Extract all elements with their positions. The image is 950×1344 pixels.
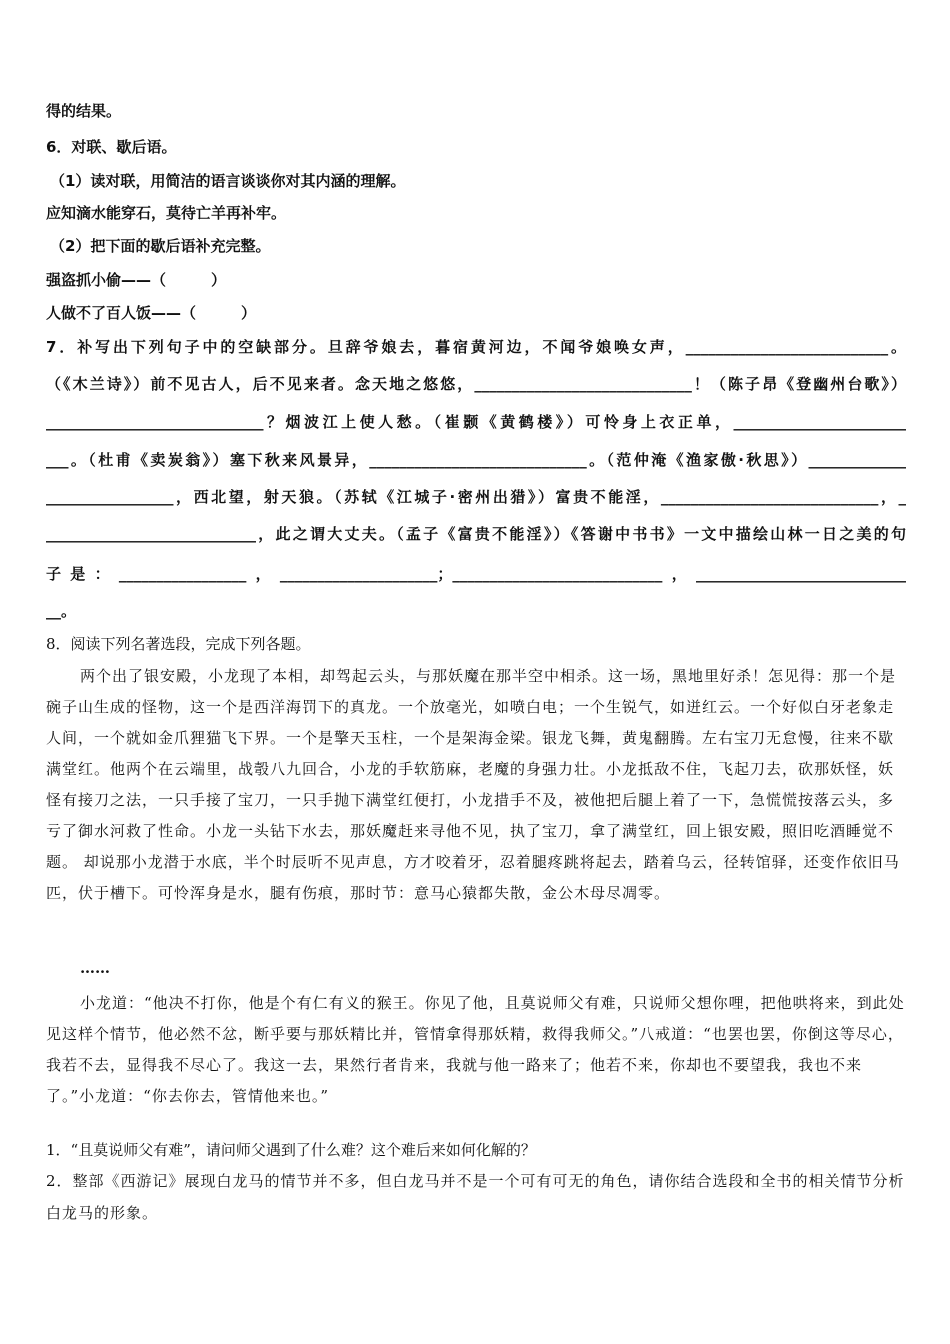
question-8-heading: 8．阅读下列名著选段，完成下列各题。: [46, 635, 311, 653]
question-7-line-4: ___。（杜甫《卖炭翁》）塞下秋来风景异，_____________________________。（范仲淹《渔家傲·秋思》）_____________: [46, 451, 906, 469]
question-7-line-6: ____________________________，此之谓大丈夫。（孟子《富贵不能淫》）《答谢中书书》一文中描绘山林一日之美的句: [46, 525, 906, 543]
question-6-heading: 6．对联、歇后语。: [46, 138, 177, 156]
passage-text: 小龙道：“他决不打你，他是个有仁有义的猴王。你见了他，且莫说师父有难，只说师父想你哩，把他哄将来，到此处见这样个情节，他必然不忿，断乎要与那妖精比并，管情拿得那妖精，救得我师父。”八戒道：“也罢也罢，你倒这等尽心，我若不去，显得我不尽心了。我这一去，果然行者肯来，我就与他一路来了；他若不来，你却也不要望我，我也不来了。”小龙道：“你去你去，管情他来也。”: [46, 994, 905, 1105]
question-7-line-5: _________________，西北望，射天狼。（苏轼《江城子·密州出猎》）富贵不能淫，_____________________________，_: [46, 488, 906, 506]
xiehouyu-2: 人做不了百人饭——（ ）: [46, 304, 257, 322]
question-text: 2．整部《西游记》展现白龙马的情节并不多，但白龙马并不是一个可有可无的角色，请你结合选段和全书的相关情节分析白龙马的形象。: [46, 1172, 905, 1222]
question-7-line-2: （《木兰诗》）前不见古人，后不见来者。念天地之悠悠，_____________________________！（陈子昂《登幽州台歌》）: [46, 375, 906, 393]
passage-ellipsis: ……: [80, 959, 110, 977]
passage-text: 两个出了银安殿，小龙现了本相，却驾起云头，与那妖魔在那半空中相杀。这一场，黑地里好杀！怎见得：那一个是碗子山生成的怪物，这一个是西洋海罚下的真龙。一个放毫光，如喷白电；一个生锐气，如迸红云。一个好似白牙老象走人间，一个就如金爪狸猫飞下界。一个是擎天玉柱，一个是架海金梁。银龙飞舞，黄鬼翻腾。左右宝刀无怠慢，往来不歇满堂红。他两个在云端里，战彀八九回合，小龙的手软筋麻，老魔的身强力壮。小龙抵敌不住，飞起刀去，砍那妖怪，妖怪有接刀之法，一只手接了宝刀，一只手抛下满堂红便打，小龙措手不及，被他把后腿上着了一下，急慌慌按落云头，多亏了御水河救了性命。小龙一头钻下水去，那妖魔赶来寻他不见，执了宝刀，拿了满堂红，回上银安殿，照旧吃酒睡觉不题。 却说那小龙潜于水底，半个时辰听不见声息，方才咬着牙，忍着腿疼跳将起去，踏着乌云，径转馆驿，还变作依旧马匹，伏于槽下。可怜浑身是水，腿有伤痕，那时节：意马心猿都失散，金公木母尽凋零。: [46, 667, 900, 902]
passage-paragraph-1: [46, 661, 906, 909]
question-7-line-7: 子是：_________________，_____________________；____________________________，____________________________: [46, 565, 906, 583]
couplet-text: 应知滴水能穿石，莫待亡羊再补牢。: [46, 204, 287, 222]
text-line: 得的结果。: [46, 102, 122, 120]
question-7-line-1: 7．补写出下列句子中的空缺部分。旦辞爷娘去，暮宿黄河边，不闻爷娘唤女声，___________________________。: [46, 338, 906, 356]
question-8-sub-2: [46, 1165, 906, 1229]
question-7-line-8: __。: [46, 602, 77, 620]
passage-paragraph-2: [46, 988, 906, 1112]
question-6-part-1: （1）读对联，用简洁的语言谈谈你对其内涵的理解。: [50, 172, 406, 190]
question-6-part-2: （2）把下面的歇后语补充完整。: [50, 237, 271, 255]
question-8-sub-1: 1．“且莫说师父有难”，请问师父遇到了什么难？这个难后来如何化解的？: [46, 1141, 536, 1159]
question-7-line-3: _____________________________？烟波江上使人愁。（崔颢《黄鹤楼》）可怜身上衣正单，_______________________: [46, 413, 906, 431]
xiehouyu-1: 强盗抓小偷——（ ）: [46, 271, 227, 289]
